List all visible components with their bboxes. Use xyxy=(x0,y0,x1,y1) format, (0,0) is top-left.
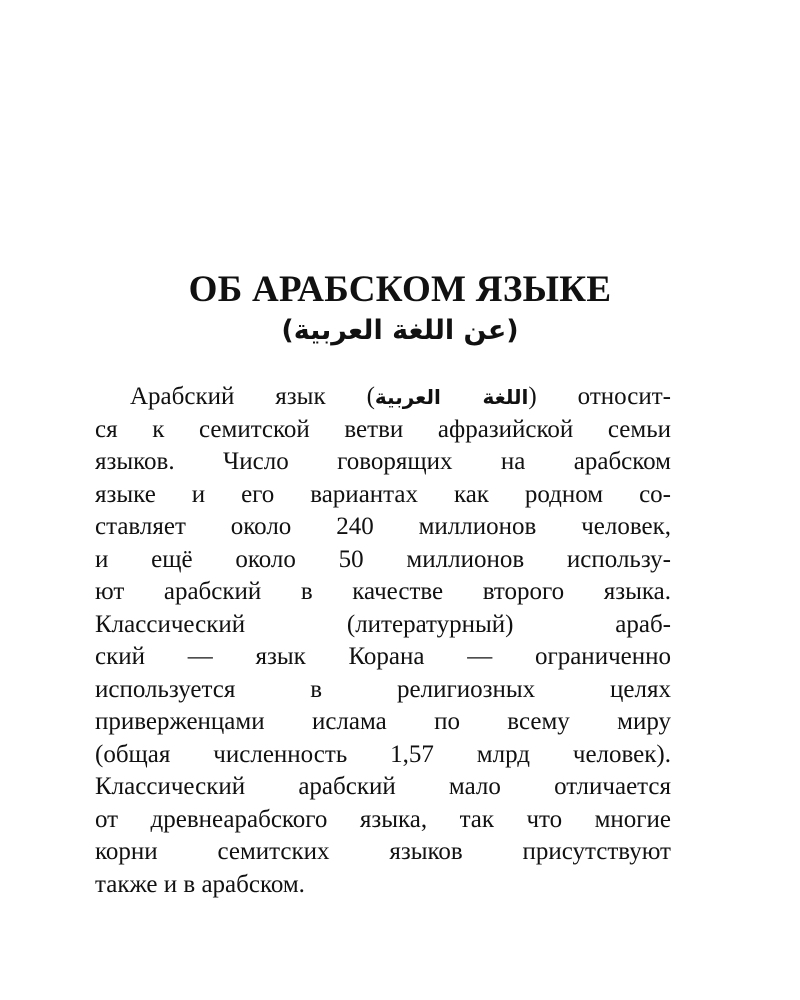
paragraph-line xyxy=(95,381,671,414)
arabic-term: اللغة العربية xyxy=(374,385,529,409)
paragraph-line: используется в религиозных целях xyxy=(95,675,671,703)
chapter-heading xyxy=(0,268,800,350)
paragraph-line: Классический арабский мало отличается xyxy=(95,773,671,800)
paragraph-line: языке и его вариантах как родном со- xyxy=(95,480,671,508)
paragraph-line: языков. Число говорящих на арабском xyxy=(95,448,671,475)
chapter-subtitle-arabic: (عن اللغة العربية) xyxy=(281,315,519,346)
paragraph-line: также и в арабском. xyxy=(95,870,305,898)
line-text: Арабский язык ( xyxy=(130,383,375,410)
paragraph-line: ский — язык Корана — ограниченно xyxy=(95,643,671,670)
paragraph-line: и ещё около 50 миллионов использу- xyxy=(95,545,671,573)
body-paragraph xyxy=(95,381,671,901)
paragraph-line: ставляет около 240 миллионов человек, xyxy=(95,513,671,540)
chapter-title: ОБ АРАБСКОМ ЯЗЫКЕ xyxy=(188,269,612,310)
paragraph-line: Классический (литературный) араб- xyxy=(95,610,671,638)
paragraph-line: корни семитских языков присутствуют xyxy=(95,838,671,865)
paragraph-line: приверженцами ислама по всему миру xyxy=(95,708,671,735)
paragraph-line: от древнеарабского языка, так что многие xyxy=(95,805,671,833)
line-text: ) относит- xyxy=(528,383,671,410)
paragraph-line: ся к семитской ветви афразийской семьи xyxy=(95,415,671,443)
paragraph-line: (общая численность 1,57 млрд человек). xyxy=(95,740,671,768)
paragraph-line: ют арабский в качестве второго языка. xyxy=(95,578,671,605)
